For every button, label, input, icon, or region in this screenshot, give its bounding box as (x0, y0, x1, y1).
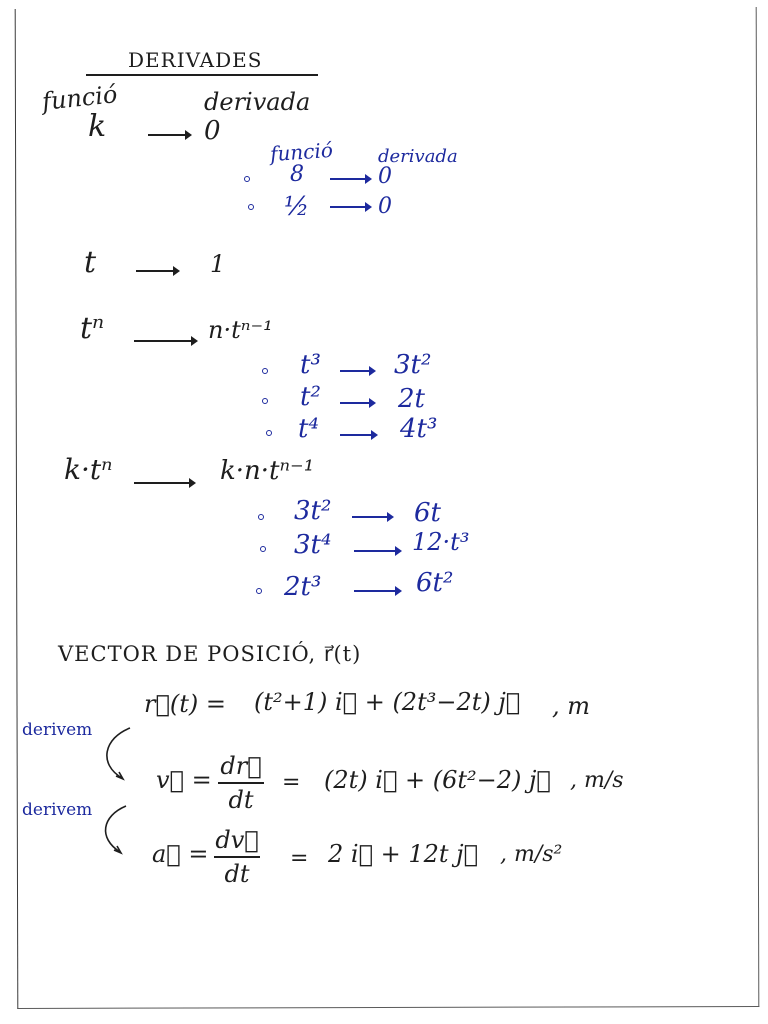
derivem-label-2: derivem (22, 800, 93, 820)
power-ex2-arrow (340, 402, 374, 404)
coef-bullet-2 (260, 546, 266, 552)
coef-ex3-derivative: 6t² (416, 568, 454, 598)
derivem-curve-2 (96, 802, 136, 858)
header-derivada: derivada (204, 88, 311, 116)
rule-ktn-derivative: k·n·tⁿ⁻¹ (220, 456, 315, 486)
power-ex3-derivative: 4t³ (400, 414, 438, 444)
const-ex2-arrow (330, 206, 370, 208)
const-header-derivada: derivada (378, 146, 458, 167)
coef-ex1-function: 3t² (294, 496, 332, 526)
power-bullet-1 (262, 368, 268, 374)
position-rhs: (t²+1) i⃗ + (2t³−2t) j⃗ (254, 688, 521, 716)
const-bullet-2 (248, 204, 254, 210)
const-header-funcio: funció (269, 137, 334, 167)
page-title: DERIVADES (128, 48, 263, 72)
acceleration-fraction-bar (214, 856, 260, 858)
rule-tn-function: tⁿ (80, 311, 105, 346)
acceleration-fraction-den: dt (224, 859, 250, 888)
const-ex1-function: 8 (290, 162, 304, 187)
power-ex1-function: t³ (300, 350, 321, 380)
const-bullet-1 (244, 176, 250, 182)
power-ex2-function: t² (300, 382, 321, 412)
vector-heading: VECTOR DE POSICIÓ, r⃗(t) (58, 642, 362, 666)
power-ex3-arrow (340, 434, 376, 436)
rule-k-function: k (88, 109, 107, 144)
coef-ex3-arrow (354, 590, 400, 592)
coef-ex1-derivative: 6t (414, 498, 441, 528)
rule-k-derivative: 0 (204, 116, 221, 146)
derivem-curve-1 (96, 724, 136, 784)
velocity-fraction-bar (218, 782, 264, 784)
rule-ktn-function: k·tⁿ (64, 453, 113, 486)
power-ex3-function: t⁴ (298, 414, 319, 444)
acceleration-fraction-num: dv⃗ (215, 826, 259, 854)
coef-ex1-arrow (352, 516, 392, 518)
position-unit: , m (552, 692, 591, 720)
velocity-lhs: v⃗ = (156, 766, 212, 794)
const-ex1-arrow (330, 178, 370, 180)
coef-ex2-function: 3t⁴ (294, 530, 332, 560)
acceleration-lhs: a⃗ = (152, 840, 209, 868)
const-ex2-derivative: 0 (378, 194, 392, 219)
acceleration-eq: = (290, 846, 309, 871)
coef-bullet-1 (258, 514, 264, 520)
velocity-fraction-num: dr⃗ (220, 752, 262, 780)
velocity-unit: , m/s (570, 768, 624, 793)
coef-ex3-function: 2t³ (284, 572, 322, 602)
acceleration-fraction (214, 826, 260, 888)
velocity-fraction-den: dt (228, 785, 254, 814)
power-bullet-2 (262, 398, 268, 404)
const-ex2-function: ½ (284, 192, 310, 222)
rule-tn-derivative: n·tⁿ⁻¹ (208, 316, 273, 344)
coef-ex2-arrow (354, 550, 400, 552)
velocity-rhs: (2t) i⃗ + (6t²−2) j⃗ (324, 766, 551, 794)
const-ex1-derivative: 0 (378, 164, 392, 189)
coef-bullet-3 (256, 588, 262, 594)
rule-t-arrow (136, 270, 178, 272)
derivem-label-1: derivem (22, 720, 93, 740)
rule-ktn-arrow (134, 482, 194, 484)
rule-tn-arrow (134, 340, 196, 342)
power-ex2-derivative: 2t (398, 384, 425, 414)
rule-t-derivative: 1 (210, 250, 226, 278)
title-underline (86, 74, 318, 76)
acceleration-unit: , m/s² (500, 842, 563, 867)
velocity-fraction (218, 752, 264, 814)
acceleration-rhs: 2 i⃗ + 12t j⃗ (328, 840, 478, 868)
rule-t-function: t (84, 245, 97, 280)
position-lhs: r⃗(t) = (144, 690, 226, 718)
velocity-eq: = (282, 770, 301, 795)
power-ex1-derivative: 3t² (394, 350, 432, 380)
power-ex1-arrow (340, 370, 374, 372)
header-funcio: funció (40, 80, 119, 116)
power-bullet-3 (266, 430, 272, 436)
rule-k-arrow (148, 134, 190, 136)
coef-ex2-derivative: 12·t³ (412, 528, 470, 556)
